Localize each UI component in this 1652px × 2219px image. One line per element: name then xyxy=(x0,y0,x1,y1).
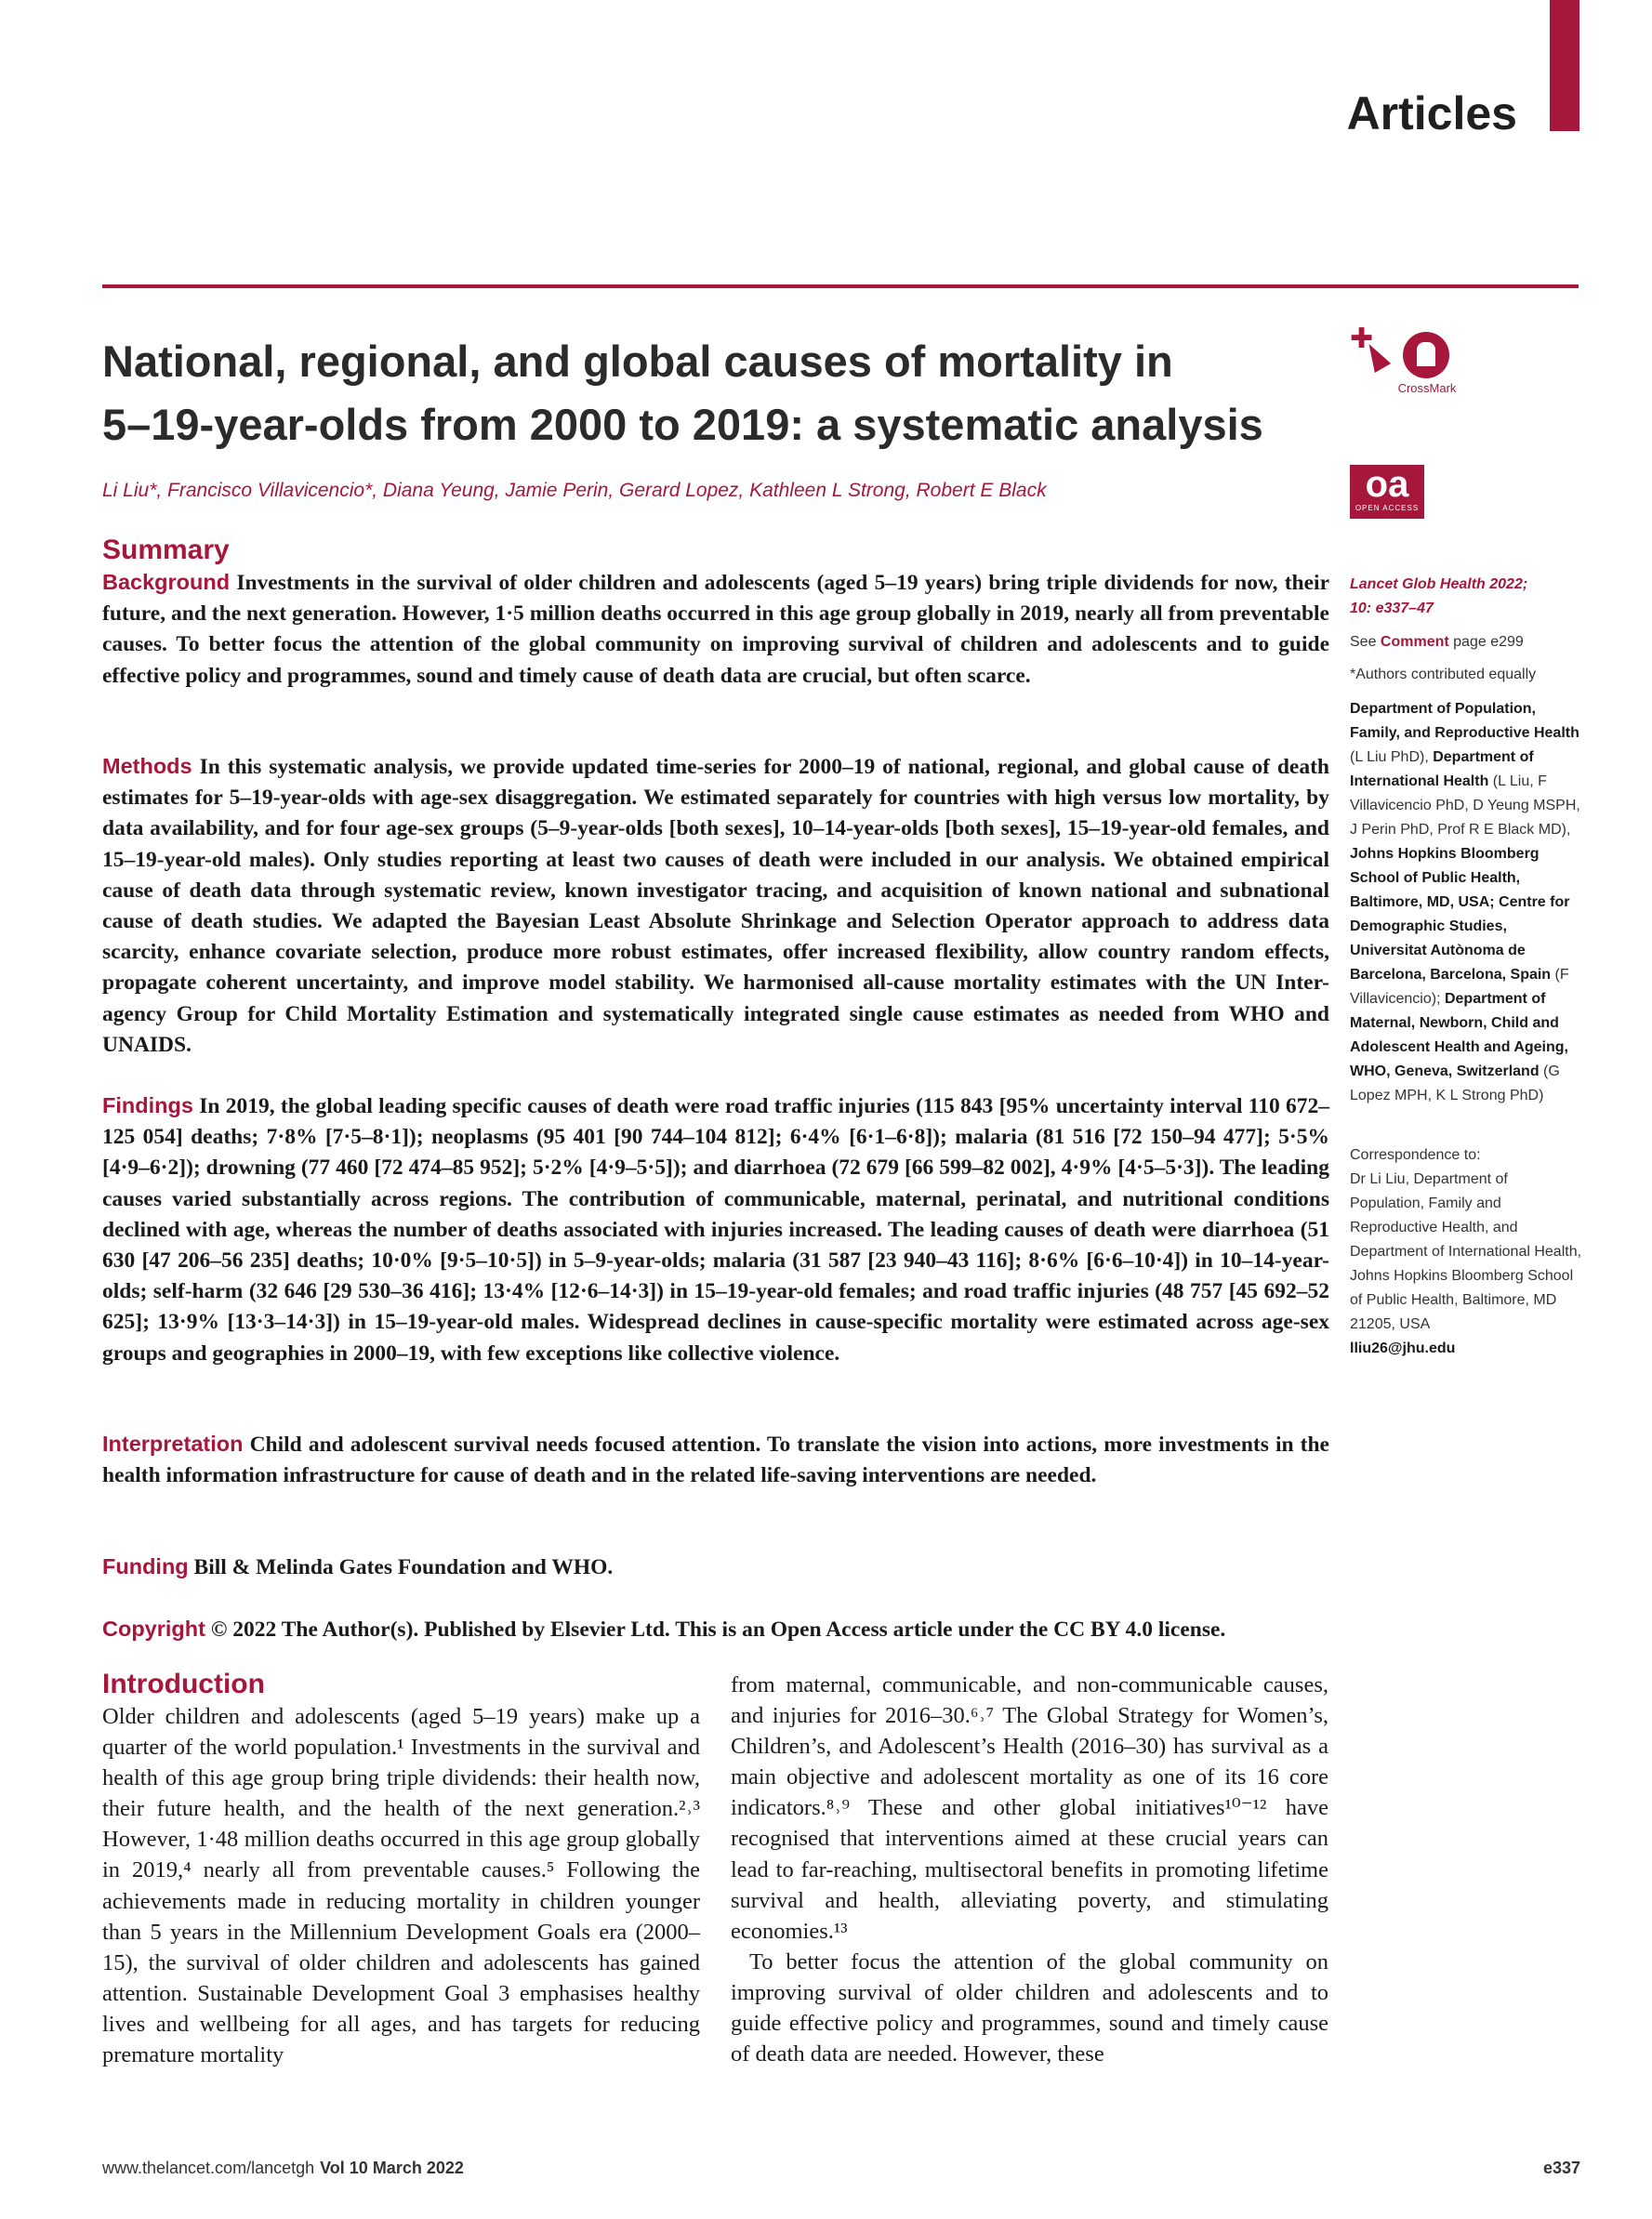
correspondence-label: Correspondence to: xyxy=(1350,1147,1481,1163)
introduction-right-column xyxy=(731,1670,1328,2069)
authors-note: *Authors contributed equally xyxy=(1350,667,1537,682)
abstract-interpretation xyxy=(102,1429,1329,1491)
abstract-text: Investments in the survival of older children and adolescents (aged 5–19 years) bring triple dividends for now, their future, and the next generation. However, 1·5 million deaths occurred in this age group globally in 2019, nearly all from preventable causes. To better focus the attention of the global community on improving survival of children and adolescents and to guide effective policy and programmes, sound and timely cause of death data are crucial, but often scarce. xyxy=(102,571,1329,688)
summary-heading: Summary xyxy=(102,535,230,565)
section-label: Articles xyxy=(1346,87,1517,139)
correspondence xyxy=(1350,1143,1582,1361)
affiliation: Department of Maternal, Newborn, Child and Adolescent Health and Ageing, WHO, Geneva, Switzerland xyxy=(1350,991,1568,1079)
open-access-badge xyxy=(1350,465,1424,519)
abstract-label: Interpretation xyxy=(102,1432,244,1456)
oa-label: OPEN ACCESS xyxy=(1355,504,1420,512)
abstract-findings xyxy=(102,1090,1329,1369)
footer-journal xyxy=(102,2159,464,2178)
abstract-text: In 2019, the global leading specific causes of death were road traffic injuries (115 843 [95% uncertainty interval 110 672–125 054] deaths; 7·8% [7·5–8·1]); neoplasms (95 401 [90 744–104 812]; 6·4% [6·1–6·8]); malaria (81 516 [72 150–94 477]; 5·5% [4·9–6·2]); drowning (77 460 [72 474–85 952]; 5·2% [4·9–5·5]); and diarrhoea (72 679 [66 599–82 002], 4·9% [4·5–5·3]). The leading causes varied substantially across regions. The contribution of communicable, maternal, perinatal, and nutritional conditions declined with age, whereas the number of deaths associated with injuries increased. The leading causes of death were diarrhoea (51 630 [47 206–56 235] deaths; 10·0% [9·5–10·5]) in 5–9-year-olds; malaria (31 587 [23 940–43 116]; 8·6% [6·6–10·4]) in 10–14-year-olds; self-harm (32 646 [29 530–36 416]; 13·4% [12·6–14·3]) in 15–19-year-old females; and road traffic injuries (48 757 [45 692–52 625]; 13·9% [13·3–14·3]) in 15–19-year-old males. Widespread declines in cause-specific mortality were estimated across age-sex groups and geographies in 2000–19, with few exceptions like collective violence. xyxy=(102,1094,1330,1366)
affiliation-people: (G Lopez MPH, K L Strong PhD) xyxy=(1350,1063,1560,1103)
header-rule xyxy=(102,284,1579,288)
crossmark-plus-icon: ✚ xyxy=(1350,324,1374,354)
affiliation: Department of Population, Family, and Reproductive Health xyxy=(1350,701,1579,741)
page-number: e337 xyxy=(1542,2159,1580,2177)
abstract-label: Methods xyxy=(102,754,192,778)
body-paragraph: from maternal, communicable, and non-communicable causes, and injuries for 2016–30.⁶˒⁷ The Global Strategy for Women’s, Children’s, and Adolescent’s Health (2016–30) has survival as a main objective and adolescent mortality as one of its 16 core indicators.⁸˒⁹ These and other global initiatives¹⁰⁻¹² have recognised that interventions aimed at these crucial years can lead to far-reaching, multisectoral benefits in promoting lifetime survival and health, alleviating poverty, and stimulating economies.¹³ xyxy=(731,1672,1328,1944)
affiliations xyxy=(1350,697,1582,1108)
see-comment xyxy=(1350,630,1582,654)
comment-link[interactable]: Comment xyxy=(1380,634,1449,650)
abstract-text: In this systematic analysis, we provide updated time-series for 2000–19 of national, regional, and global cause of death estimates for 5–19-year-olds with age-sex disaggregation. We estimated separately for countries with high versus low mortality, by data availability, and for four age-sex groups (5–9-year-olds [both sexes], 10–14-year-olds [both sexes], 15–19-year-old females, and 15–19-year-old males). Only studies reporting at least two causes of death were included in our analysis. We obtained empirical cause of death data through systematic review, known investigator tracing, and acquisition of known national and subnational cause of death studies. We adapted the Bayesian Least Absolute Shrinkage and Selection Operator approach to address data scarcity, enhance covariate selection, produce more robust estimates, offer increased flexibility, allow country random effects, propagate coherent uncertainty, and improve model stability. We harmonised all-cause mortality estimates with the UN Inter-agency Group for Child Mortality Estimation and systematically integrated single cause estimates as needed from WHO and UNAIDS. xyxy=(102,755,1329,1057)
oa-logo: oa xyxy=(1365,464,1409,505)
affiliation-people: (L Liu, F Villavicencio PhD, D Yeung MSPH, J Perin PhD, Prof R E Black MD), xyxy=(1350,773,1580,838)
abstract-copyright xyxy=(102,1614,1329,1645)
crossmark-badge[interactable] xyxy=(1350,325,1461,400)
introduction-heading: Introduction xyxy=(102,1669,265,1699)
abstract-label: Funding xyxy=(102,1554,189,1578)
author-list: Li Liu*, Francisco Villavicencio*, Diana Yeung, Jamie Perin, Gerard Lopez, Kathleen L Strong, Robert E Black xyxy=(102,480,1047,501)
affiliation: Johns Hopkins Bloomberg School of Public Health, Baltimore, MD, USA; Centre for Demographic Studies, Universitat Autònoma de Barcelona, Barcelona, Spain xyxy=(1350,846,1570,983)
crossmark-label: CrossMark xyxy=(1397,381,1457,395)
citation-info xyxy=(1350,573,1582,621)
bookmark-icon xyxy=(1403,332,1449,378)
title-line-2: 5–19-year-olds from 2000 to 2019: a systematic analysis xyxy=(102,400,1263,449)
header-accent-bar xyxy=(1550,0,1579,131)
abstract-label: Background xyxy=(102,570,231,594)
affiliation-people: (L Liu PhD), xyxy=(1350,749,1434,765)
see-suffix: page e299 xyxy=(1448,634,1524,650)
affiliation-people: (F Villavicencio); xyxy=(1350,967,1569,1007)
footer-volume: Vol 10 March 2022 xyxy=(320,2159,464,2177)
correspondence-email[interactable]: lliu26@jhu.edu xyxy=(1350,1341,1456,1356)
article-title xyxy=(102,330,1311,456)
abstract-label: Copyright xyxy=(102,1617,205,1641)
correspondence-address: Dr Li Liu, Department of Population, Family and Reproductive Health, and Department of International Health, Johns Hopkins Bloomberg School of Public Health, Baltimore, MD 21205, USA xyxy=(1350,1171,1582,1332)
abstract-methods xyxy=(102,751,1329,1061)
citation-line: 10: e337–47 xyxy=(1350,601,1434,616)
abstract-text: © 2022 The Author(s). Published by Elsevier Ltd. This is an Open Access article under the CC BY 4.0 license. xyxy=(210,1618,1226,1642)
citation-line: Lancet Glob Health 2022; xyxy=(1350,576,1528,592)
body-paragraph: To better focus the attention of the global community on improving survival of older children and adolescents and to guide effective policy and programmes, sound and timely cause of death data are needed. However, these xyxy=(731,1948,1328,2067)
see-prefix: See xyxy=(1350,634,1381,650)
abstract-label: Findings xyxy=(102,1093,193,1117)
affiliation: Department of International Health xyxy=(1350,749,1534,789)
footer-url[interactable]: www.thelancet.com/lancetgh xyxy=(102,2159,315,2177)
body-paragraph: Older children and adolescents (aged 5–19 years) make up a quarter of the world population.¹ Investments in the survival and health of this age group bring triple dividends: their health now, their future health, and the health of the next generation.²˒³ However, 1·48 million deaths occurred in this age group globally in 2019,⁴ nearly all from preventable causes.⁵ Following the achievements made in reducing mortality in children younger than 5 years in the Millennium Development Goals era (2000–15), the survival of older children and adolescents has gained attention. Sustainable Development Goal 3 emphasises healthy lives and wellbeing for all ages, and has targets for reducing premature mortality xyxy=(102,1704,700,2068)
title-line-1: National, regional, and global causes of mortality in xyxy=(102,337,1173,386)
introduction-left-column xyxy=(102,1701,700,2070)
abstract-background xyxy=(102,567,1329,692)
abstract-text: Child and adolescent survival needs focused attention. To translate the vision into actions, more investments in the health information infrastructure for cause of death and in the related life-saving interventions are needed. xyxy=(102,1433,1329,1488)
abstract-text: Bill & Melinda Gates Foundation and WHO. xyxy=(193,1555,614,1579)
abstract-funding xyxy=(102,1552,1329,1583)
